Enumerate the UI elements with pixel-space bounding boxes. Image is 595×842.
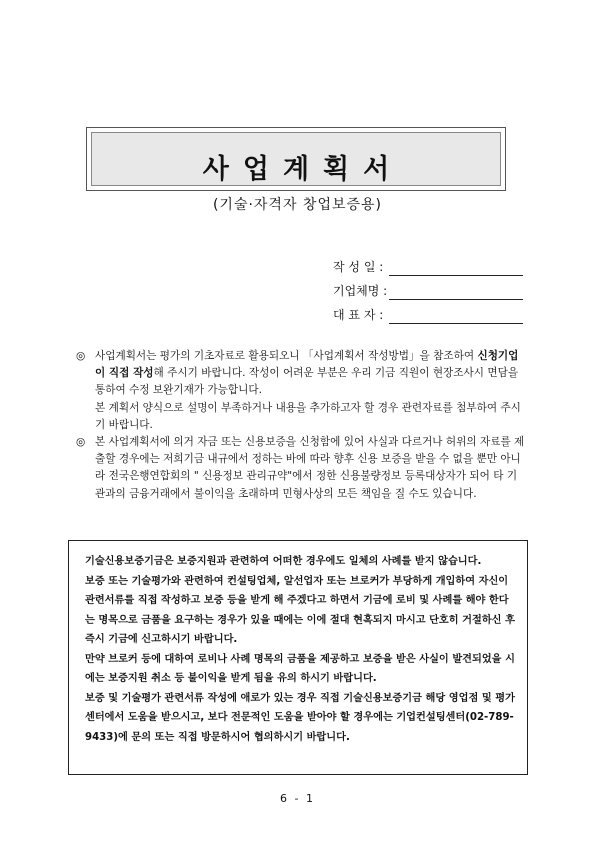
field-company-label: 기업체명 : bbox=[333, 284, 388, 298]
title-inner-panel bbox=[91, 132, 501, 186]
note2-text: 본 사업계획서에 의거 자금 또는 신용보증을 신청함에 있어 사실과 다르거나 허위의 자료를 제출할 경우에는 저희기금 내규에서 정하는 바에 따라 향후 신용 보증을 받을 수 없을 뿐만 아니라 전국은행연합회의 " 신용정보 관리규약"에서 정한 신용불량정보 등록대상자가 되어 타 기관과의 금융거래에서 불이익을 초래하며 민형사상의 모든 책임을 질 수도 있습니다. bbox=[95, 436, 525, 500]
document-subtitle: (기술·자격자 창업보증용) bbox=[212, 197, 383, 213]
title-box bbox=[86, 127, 506, 191]
note1-text-post: 해 주시기 바랍니다. 작성이 어려운 부분은 우리 기금 직원이 현장조사시 면담을 통하여 수정 보완기재가 가능합니다. bbox=[95, 367, 519, 397]
note1-text-pre: 사업계획서는 평가의 기초자료로 활용되오니 「사업계획서 작성방법」을 참조하여 bbox=[95, 350, 478, 362]
field-date-label: 작 성 일 : bbox=[333, 260, 384, 274]
page-number: 6 - 1 bbox=[280, 792, 315, 805]
note1-extra-text: 본 계획서 양식으로 설명이 부족하거나 내용을 추가하고자 할 경우 관련자료를 첨부하여 주시기 바랍니다. bbox=[95, 401, 521, 431]
note1-text-bold: 신청기업이 직접 작성 bbox=[95, 350, 519, 380]
field-date bbox=[333, 258, 523, 276]
warning-paragraph: 만약 브로커 등에 대하여 로비나 사례 명목의 금품을 제공하고 보증을 받은 사실이 발견되었을 시에는 보증지원 취소 등 불이익을 받게 됨을 유의 하시기 바랍니다. bbox=[85, 653, 515, 684]
notes-section bbox=[76, 348, 526, 503]
field-date-underline bbox=[389, 275, 523, 276]
document-title: 사업계획서 bbox=[202, 154, 404, 185]
field-company bbox=[333, 282, 523, 300]
field-representative-underline bbox=[389, 323, 523, 324]
field-representative-label: 대 표 자 : bbox=[333, 308, 384, 322]
note-item bbox=[76, 348, 526, 434]
field-company-underline bbox=[389, 299, 523, 300]
warning-paragraph: 보증 및 기술평가 관련서류 작성에 애로가 있는 경우 직접 기술신용보증기금 해당 영업점 및 평가센터에서 도움을 받으시고, 보다 전문적인 도움을 받아야 할 경우에는 기업컨설팅센터(02-789-9433)에 문의 또는 직접 방문하시어 협의하시기 바랍니다. bbox=[85, 692, 515, 743]
bullet-mark: ◎ bbox=[76, 350, 86, 362]
warning-paragraph: 보증 또는 기술평가와 관련하여 컨설팅업체, 알선업자 또는 브로커가 부당하게 개입하여 자신이 관련서류를 직접 작성하고 보증 등을 받게 해 주겠다고 하면서 기금에 로비 및 사례를 해야 한다는 명목으로 금품을 요구하는 경우가 있을 때에는 이에 절대 현혹되지 마시고 단호히 거절하신 후 즉시 기금에 신고하시기 바랍니다. bbox=[85, 575, 515, 645]
warning-box bbox=[68, 540, 528, 775]
field-representative bbox=[333, 306, 523, 324]
warning-paragraph: 기술신용보증기금은 보증지원과 관련하여 어떠한 경우에도 일체의 사례를 받지 않습니다. bbox=[85, 556, 482, 567]
note-item bbox=[76, 434, 526, 503]
bullet-mark: ◎ bbox=[76, 436, 86, 449]
